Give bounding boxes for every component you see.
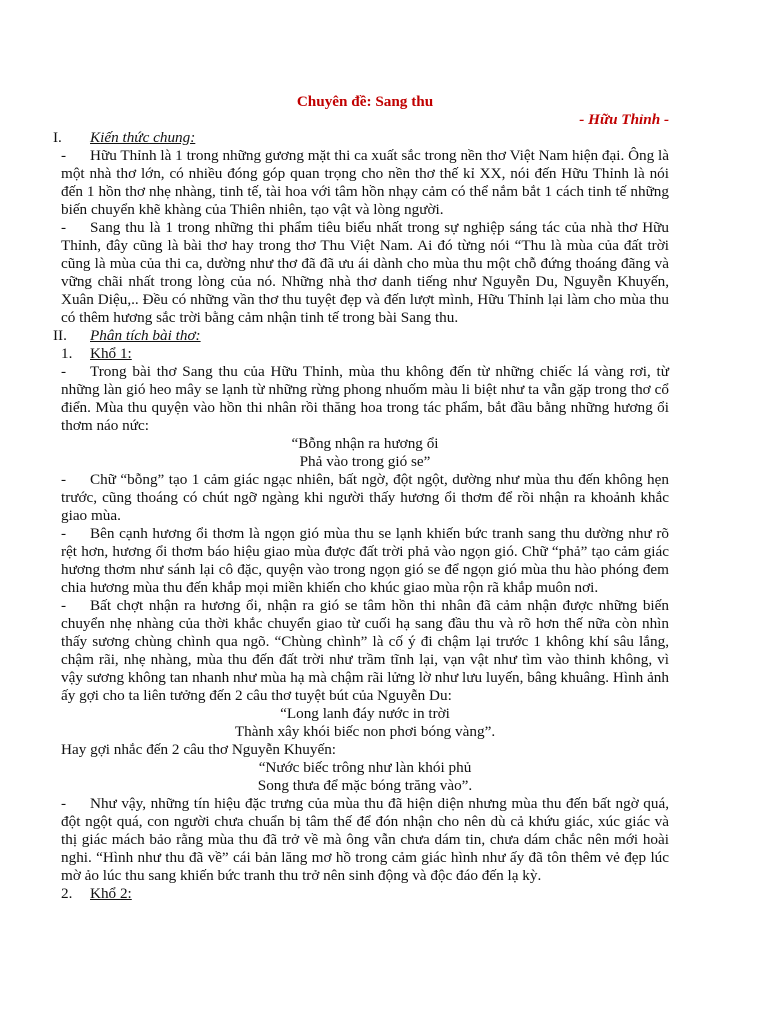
paragraph bbox=[61, 363, 669, 435]
poem-line: “Nước biếc trông như làn khói phủ bbox=[258, 759, 472, 776]
paragraph-text: Hay gợi nhắc đến 2 câu thơ Nguyễn Khuyến: bbox=[61, 741, 337, 758]
subsection-2-number: 2. bbox=[61, 885, 73, 902]
paragraph-text: Như vậy, những tín hiệu đặc trưng của mùa thu đã hiện diện nhưng mùa thu đến bất ngờ quá, đột ngột quá, con người chưa chuẩn bị tâm thế để đón nhận cho nên dù cả khứu giác, xúc giác và thị giác mách bảo rằng mùa thu đã trở về mà ông vẫn chưa dám tin, chưa dám chắc nên mới hoài nghi. “Hình như thu đã về” cái bản lăng mơ hồ trong cảm giác hình như ấy đã tôn thêm vẻ đẹp lúc mờ ảo lúc thu sang khiến bức tranh thu trở nên sinh động và độc đáo đến lạ kỳ. bbox=[61, 795, 669, 884]
paragraph-text: Chữ “bỗng” tạo 1 cảm giác ngạc nhiên, bất ngờ, đột ngột, dường như mùa thu đến không hẹn trước, cũng thoáng có chút ngỡ ngàng khi người thấy hương ổi thơm để rồi nhận ra khoảnh khắc giao mùa. bbox=[61, 471, 669, 524]
section-1-heading bbox=[53, 129, 669, 147]
paragraph-text: Bên cạnh hương ổi thơm là ngọn gió mùa thu se lạnh khiến bức tranh sang thu dường như rõ rệt hơn, hương ổi thơm báo hiệu giao mùa được đất trời phả vào ngọn gió. Chữ “phả” tạo cảm giác hương thơm như sánh lại cô đặc, quyện vào trong ngọn gió se để ngọn gió mùa thu hào phóng đem chia hương mùa thu đến khắp mọi miền khiến cho khúc giao mùa rộn rã khắp muôn nơi. bbox=[61, 525, 669, 596]
subsection-1-title: Khổ 1: bbox=[90, 345, 132, 362]
poem-line: Thành xây khói biếc non phơi bóng vàng”. bbox=[234, 723, 496, 740]
bullet-dash: - bbox=[61, 147, 67, 164]
section-1-title: Kiến thức chung: bbox=[90, 129, 196, 146]
paragraph bbox=[61, 795, 669, 885]
bullet-dash: - bbox=[61, 363, 67, 380]
bullet-dash: - bbox=[61, 219, 67, 236]
document-title: Chuyên đề: Sang thu bbox=[296, 93, 434, 110]
author-line: - Hữu Thỉnh - bbox=[579, 111, 669, 128]
poem-line: Song thưa để mặc bóng trăng vào”. bbox=[257, 777, 473, 794]
section-2-number: II. bbox=[53, 327, 67, 344]
bullet-dash: - bbox=[61, 597, 67, 614]
subsection-1-heading bbox=[61, 345, 669, 363]
paragraph bbox=[61, 219, 669, 327]
poem-line: “Bỗng nhận ra hương ổi bbox=[291, 435, 439, 452]
bullet-dash: - bbox=[61, 795, 67, 812]
document-content bbox=[53, 93, 669, 903]
paragraph-text: Sang thu là 1 trong những thi phẩm tiêu biểu nhất trong sự nghiệp sáng tác của nhà thơ Hữu Thỉnh, đây cũng là bài thơ hay trong thơ Thu Việt Nam. Ai đó từng nói “Thu là mùa của đất trời cũng là mùa của thi ca, dường như thơ đã đã ưu ái dành cho mùa thu một chỗ đứng thoáng đãng và vững chãi nhất trong lòng của nó. Những nhà thơ danh tiếng như Nguyễn Du, Nguyễn Khuyến, Xuân Diệu,.. Đều có những vần thơ thu tuyệt đẹp và đến lượt mình, Hữu Thỉnh lại làm cho mùa thu có thêm hương sắc trời bằng cảm nhận tinh tế trong bài Sang thu. bbox=[61, 219, 669, 326]
section-1-number: I. bbox=[53, 129, 62, 146]
poem-line: “Long lanh đáy nước in trời bbox=[280, 705, 450, 722]
paragraph-text: Hữu Thỉnh là 1 trong những gương mặt thi ca xuất sắc trong nền thơ Việt Nam hiện đại. Ông là một nhà thơ lớn, có nhiều đóng góp quan trọng cho nền thơ thế kỉ XX, nói đến Hữu Thỉnh là nói đến 1 hồn thơ nhẹ nhàng, tinh tế, tài hoa với tâm hồn nhạy cảm có thể nắm bắt 1 cách tinh tế những biến chuyển khẽ khàng của Thiên nhiên, tạo vật và lòng người. bbox=[61, 147, 669, 218]
bullet-dash: - bbox=[61, 525, 67, 542]
paragraph bbox=[61, 471, 669, 525]
paragraph-text: Trong bài thơ Sang thu của Hữu Thỉnh, mùa thu không đến từ những chiếc lá vàng rơi, từ những làn gió heo mây se lạnh từ những rừng phong nhuốm màu li biệt như ta vẫn gặp trong thơ cổ điển. Mùa thu quyện vào hồn thi nhân rồi thăng hoa trong tác phẩm, bắt đầu bằng những hương ổi thơm náo nức: bbox=[61, 363, 669, 434]
subsection-2-heading bbox=[61, 885, 669, 903]
section-2-title: Phân tích bài thơ: bbox=[90, 327, 201, 344]
poem-line: Phả vào trong gió se” bbox=[299, 453, 431, 470]
paragraph bbox=[61, 597, 669, 705]
section-2-heading bbox=[53, 327, 669, 345]
subsection-2-title: Khổ 2: bbox=[90, 885, 132, 902]
paragraph bbox=[61, 147, 669, 219]
paragraph bbox=[61, 525, 669, 597]
subsection-1-number: 1. bbox=[61, 345, 73, 362]
paragraph-text: Bất chợt nhận ra hương ổi, nhận ra gió se tâm hồn thi nhân đã cảm nhận được những biến chuyển nhẹ nhàng của thời khắc chuyển giao từ cuối hạ sang đầu thu và rõ hơn thế nữa còn nhìn thấy sương chùng chình qua ngõ. “Chùng chình” là cố ý đi chậm lại trước 1 không khí sâu lắng, chậm rãi, nhẹ nhàng, mùa thu đến đất trời như trầm tĩnh lại, vạn vật như tìm vào thinh không, vì vậy sương không tan nhanh như mùa hạ mà chậm rãi lửng lờ như lưu luyến, bâng khuâng. Hình ảnh ấy gợi cho ta liên tưởng đến 2 câu thơ tuyệt bút của Nguyễn Du: bbox=[61, 597, 669, 704]
bullet-dash: - bbox=[61, 471, 67, 488]
